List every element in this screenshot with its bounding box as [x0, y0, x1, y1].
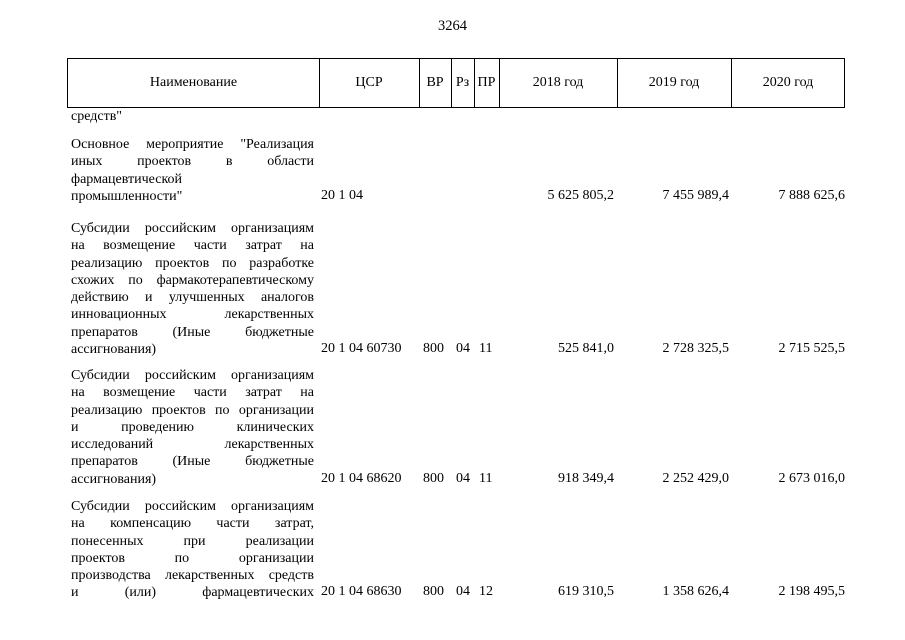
- row-name-line: проектов по организации: [71, 550, 314, 566]
- row-name-line: на возмещение части затрат на: [71, 385, 314, 401]
- table-body: [0, 108, 905, 640]
- row-vr: 800: [423, 341, 444, 356]
- row-name-line: Основное мероприятие "Реализация: [71, 137, 314, 152]
- row-2018: 918 349,4: [558, 471, 614, 486]
- row-rz: 04: [456, 584, 470, 599]
- row-pr: 11: [479, 471, 493, 486]
- row-name-line: иных проектов в области: [71, 154, 314, 170]
- row-2019: 2 252 429,0: [662, 471, 729, 486]
- row-name-line: Субсидии российским организациям: [71, 368, 314, 383]
- page-number: 3264: [438, 18, 467, 34]
- row-name-line: действию и улучшенных аналогов: [71, 290, 314, 305]
- header-name: Наименование: [149, 75, 238, 90]
- header-2018: 2018 год: [532, 75, 584, 90]
- row-name-line: Субсидии российским организациям: [71, 499, 314, 514]
- row-name: [71, 367, 314, 488]
- row-rz: 04: [456, 471, 470, 486]
- header-vr: ВР: [426, 75, 444, 90]
- row-2020: 7 888 625,6: [778, 188, 845, 203]
- row-name-line: препаратов (Иные бюджетные: [71, 324, 314, 340]
- row-name-line: реализацию проектов по разработке: [71, 255, 314, 271]
- row-pr: 11: [479, 341, 493, 356]
- row-vr: 800: [423, 584, 444, 599]
- row-name: [71, 136, 314, 205]
- row-name-line: ассигнования): [71, 471, 157, 487]
- row-2020: 2 673 016,0: [778, 471, 845, 486]
- row-name-line: схожих по фармакотерапевтическому: [71, 272, 314, 288]
- row-name-line: и проведению клинических: [71, 419, 314, 435]
- row-csr: 20 1 04 68630: [321, 584, 402, 599]
- row-vr: 800: [423, 471, 444, 486]
- row-csr: 20 1 04: [321, 188, 363, 203]
- row-name-line: и (или) фармацевтических: [71, 585, 314, 601]
- row-name-line: исследований лекарственных: [71, 437, 314, 452]
- row-name-line: понесенных при реализации: [71, 533, 314, 549]
- row-name-line: препаратов (Иные бюджетные: [71, 454, 314, 470]
- row-pr: 12: [479, 584, 493, 599]
- row-name: [71, 498, 314, 602]
- row-2019: 2 728 325,5: [662, 341, 729, 356]
- row-csr: 20 1 04 60730: [321, 341, 402, 356]
- row-name-line: Субсидии российским организациям: [71, 221, 314, 236]
- row-name-line: реализацию проектов по организации: [71, 402, 314, 418]
- row-2020: 2 198 495,5: [778, 584, 845, 599]
- row-csr: 20 1 04 68620: [321, 471, 402, 486]
- row-name-line: фармацевтической: [71, 171, 183, 187]
- row-name-line: производства лекарственных средств: [71, 568, 314, 583]
- row-name-line: ассигнования): [71, 341, 157, 357]
- row-2018: 619 310,5: [558, 584, 614, 599]
- row-2020: 2 715 525,5: [778, 341, 845, 356]
- row-2018: 5 625 805,2: [547, 188, 614, 203]
- row-2019: 7 455 989,4: [662, 188, 729, 203]
- header-2019: 2019 год: [648, 75, 700, 90]
- header-rz: Рз: [455, 75, 470, 90]
- row-name-line: промышленности": [71, 188, 183, 204]
- row-name: [71, 220, 314, 358]
- row-name: [71, 108, 314, 125]
- row-name-line: средств": [71, 109, 123, 124]
- row-rz: 04: [456, 341, 470, 356]
- row-2019: 1 358 626,4: [662, 584, 729, 599]
- table-header: [67, 58, 845, 108]
- header-2020: 2020 год: [762, 75, 814, 90]
- header-csr: ЦСР: [355, 75, 383, 90]
- header-pr: ПР: [477, 75, 496, 90]
- row-name-line: на компенсацию части затрат,: [71, 516, 314, 532]
- row-2018: 525 841,0: [558, 341, 614, 356]
- row-name-line: инновационных лекарственных: [71, 307, 314, 323]
- row-name-line: на возмещение части затрат на: [71, 238, 314, 254]
